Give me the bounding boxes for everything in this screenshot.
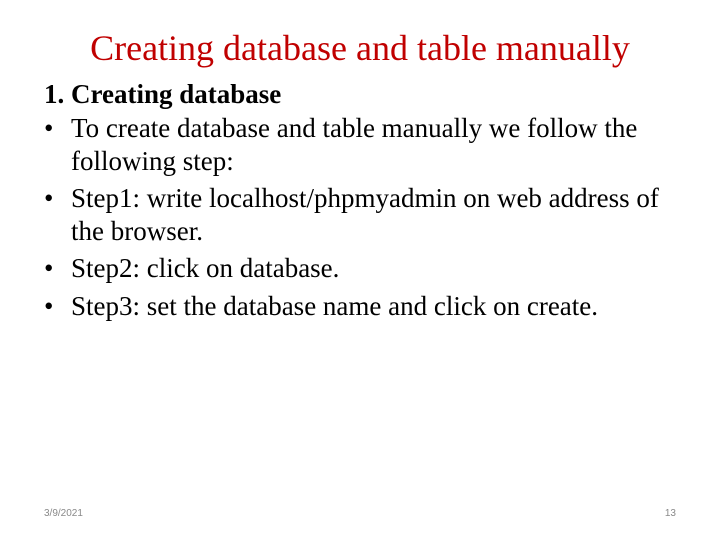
bullet-item	[44, 112, 684, 177]
bullet-text: Step3: set the database name and click on create.	[71, 290, 599, 321]
bullet-icon: •	[44, 290, 54, 321]
section-heading: 1. Creating database	[44, 79, 282, 109]
slide-title: Creating database and table manually	[90, 28, 630, 68]
bullet-list	[44, 112, 684, 322]
bullet-item	[44, 182, 684, 247]
bullet-text: Step2: click on database.	[71, 253, 340, 283]
bullet-text: To create database and table manually we follow the following step:	[71, 113, 638, 176]
bullet-text: Step1: write localhost/phpmyadmin on web address of the browser.	[71, 183, 659, 246]
footer-date: 3/9/2021	[44, 508, 83, 519]
slide-content	[44, 78, 684, 327]
bullet-icon: •	[44, 113, 54, 143]
page-number: 13	[664, 508, 676, 519]
bullet-icon: •	[44, 253, 54, 283]
bullet-item	[44, 252, 684, 285]
bullet-icon: •	[44, 183, 54, 213]
bullet-item	[44, 290, 684, 323]
